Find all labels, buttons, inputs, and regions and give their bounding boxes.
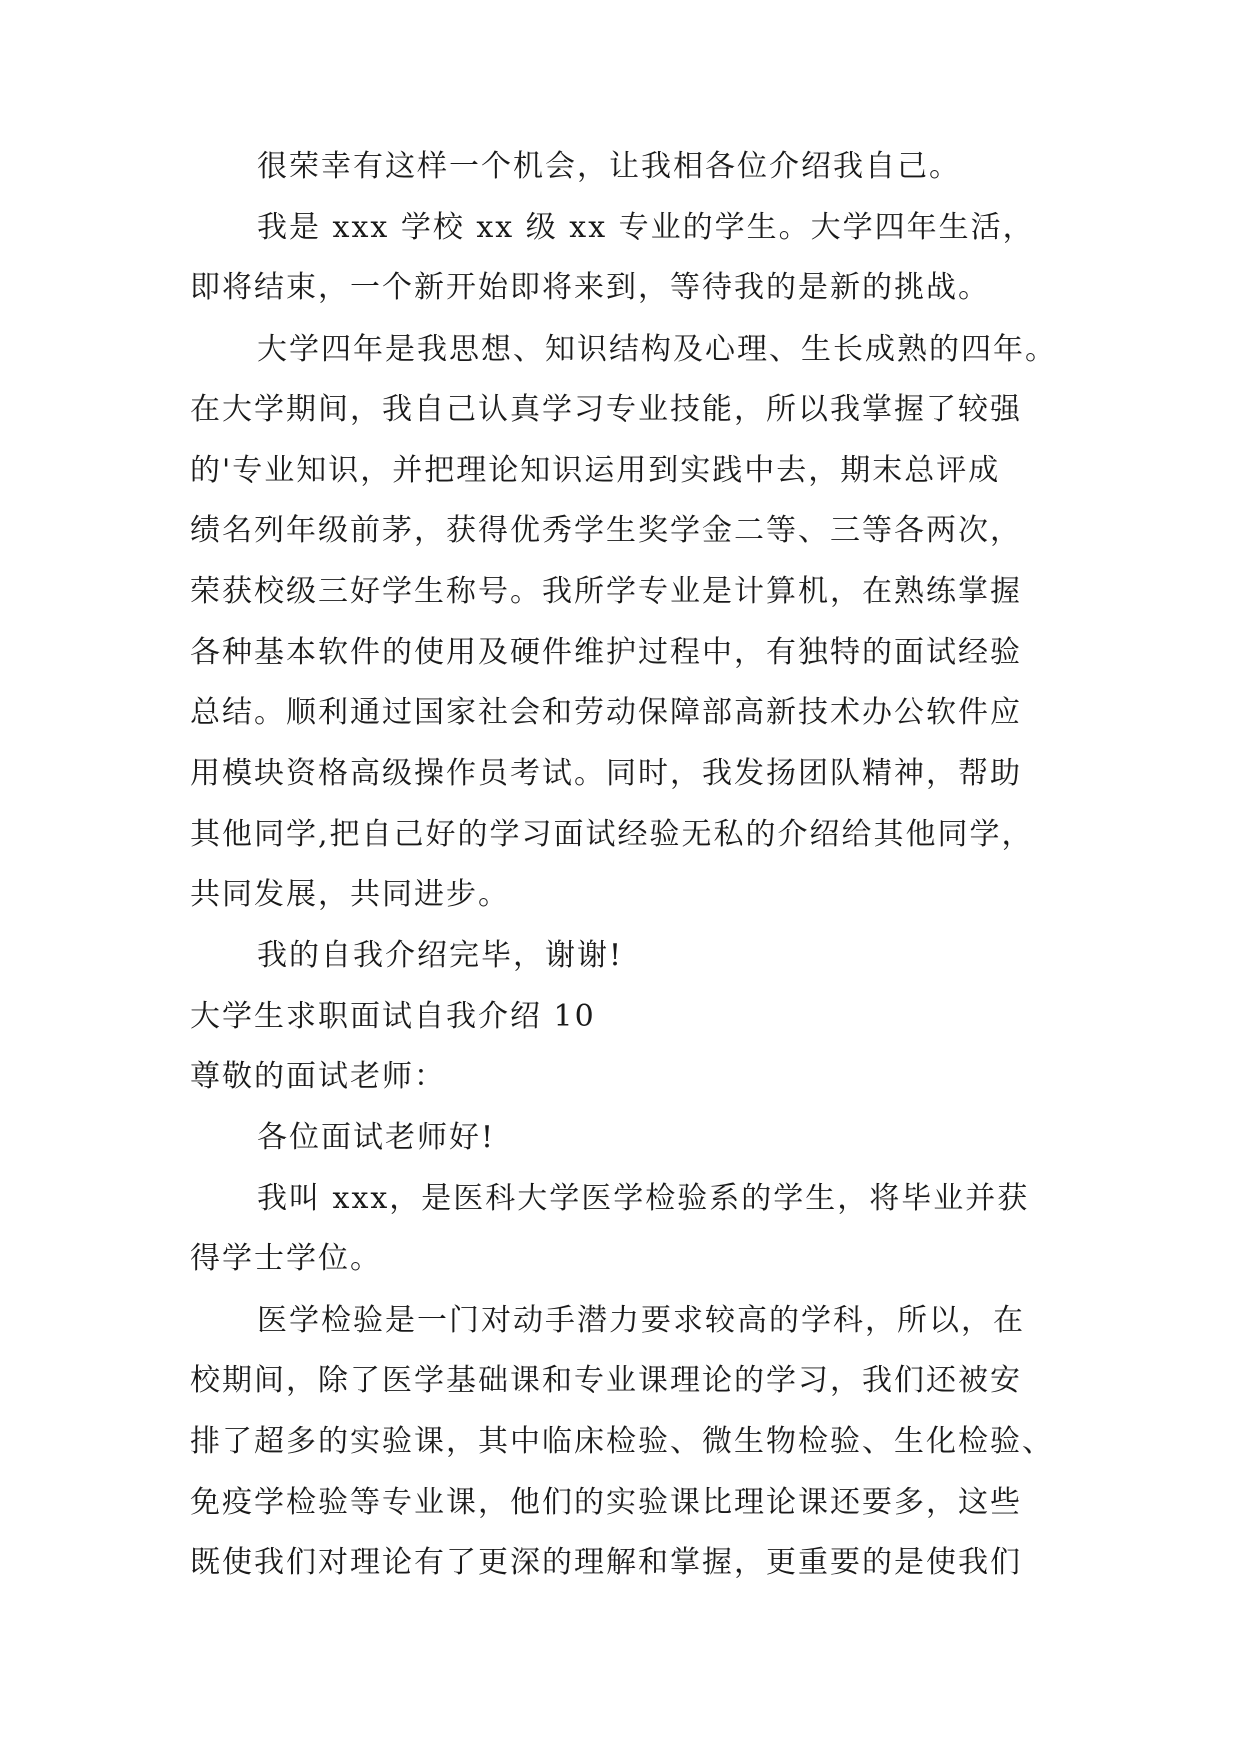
paragraph-line: 排了超多的实验课，其中临床检验、微生物检验、生化检验、 [190,1424,1054,1459]
paragraph-line: 我的自我介绍完毕，谢谢! [257,938,624,973]
paragraph-line: 总结。顺利通过国家社会和劳动保障部高新技术办公软件应 [190,695,1022,730]
paragraph-line: 免疫学检验等专业课，他们的实验课比理论课还要多，这些 [190,1485,1022,1520]
paragraph-line: 既使我们对理论有了更深的理解和掌握，更重要的是使我们 [190,1545,1022,1580]
paragraph-line: 我是 xxx 学校 xx 级 xx 专业的学生。大学四年生活， [257,210,1035,245]
paragraph-line: 大学四年是我思想、知识结构及心理、生长成熟的四年。 [257,332,1057,367]
paragraph-line: 在大学期间，我自己认真学习专业技能，所以我掌握了较强 [190,392,1022,427]
salutation: 尊敬的面试老师： [190,1059,446,1094]
paragraph-line: 医学检验是一门对动手潜力要求较高的学科，所以，在 [257,1303,1025,1338]
paragraph-line: 校期间，除了医学基础课和专业课理论的学习，我们还被安 [190,1363,1022,1398]
paragraph-line: 的'专业知识，并把理论知识运用到实践中去，期末总评成 [190,453,1001,488]
paragraph-line: 得学士学位。 [190,1241,382,1276]
paragraph-line: 荣获校级三好学生称号。我所学专业是计算机，在熟练掌握 [190,574,1022,609]
paragraph-line: 各位面试老师好! [257,1120,496,1155]
paragraph-line: 其他同学,把自己好的学习面试经验无私的介绍给其他同学， [190,817,1034,852]
paragraph-line: 很荣幸有这样一个机会，让我相各位介绍我自己。 [257,149,961,184]
paragraph-line: 我叫 xxx，是医科大学医学检验系的学生，将毕业并获 [257,1181,1030,1216]
paragraph-line: 即将结束，一个新开始即将来到，等待我的是新的挑战。 [190,270,990,305]
paragraph-line: 绩名列年级前茅，获得优秀学生奖学金二等、三等各两次， [190,513,1022,548]
paragraph-line: 共同发展，共同进步。 [190,877,510,912]
section-heading: 大学生求职面试自我介绍 10 [190,999,596,1034]
paragraph-line: 用模块资格高级操作员考试。同时，我发扬团队精神，帮助 [190,756,1022,791]
paragraph-line: 各种基本软件的使用及硬件维护过程中，有独特的面试经验 [190,635,1022,670]
